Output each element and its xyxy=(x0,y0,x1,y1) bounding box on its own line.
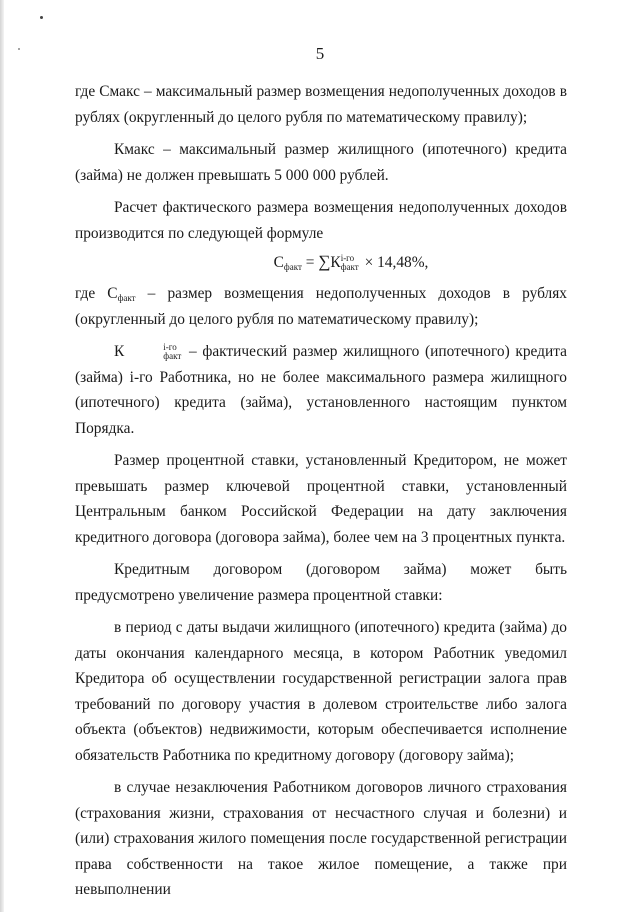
paragraph-period-condition: в период с даты выдачи жилищного (ипотечного) кредита (займа) до даты окончания календарного месяца, в котором Работник уведомил Кредитора об осуществлении государственной регистрации залога прав требований по договору участия в долевом строительстве либо залога объекта (объектов) недвижимости, которым обеспечивается исполнение обязательств Работника по кредитному договору (договору займа); xyxy=(75,619,567,764)
paragraph-kmax-limit: Кмакс – максимальный размер жилищного (ипотечного) кредита (займа) не должен превышать 5 000 000 рублей. xyxy=(75,141,567,184)
formula-k-subscript: факт xyxy=(340,262,359,273)
kfact-text: фактический размер жилищного (ипотечного) кредита (займа) i-го Работника, но не более максимального размера жилищного (ипотечного) кредита (займа), установленного настоящим пунктом Порядка. xyxy=(75,343,567,437)
cfact-subscript: факт xyxy=(117,293,136,303)
kfact-symbol: К xyxy=(114,343,125,360)
formula-rate: × 14,48%, xyxy=(364,254,429,271)
formula-actual-compensation xyxy=(135,248,567,277)
document-body xyxy=(75,79,567,903)
formula-k: К xyxy=(330,254,341,271)
page-number: 5 xyxy=(315,44,325,63)
paragraph-interest-rate: Размер процентной ставки, установленный Кредитором, не может превышать размер ключевой процентной ставки, установленный Центральным банком Российской Федерации на дату заключения кредитного договора (договора займа), более чем на 3 процентных пункта. xyxy=(75,452,567,546)
formula-equals: = xyxy=(305,254,315,271)
where-word: где xyxy=(75,285,96,302)
formula-k-indices xyxy=(341,254,359,272)
kfact-indices xyxy=(124,343,181,361)
paragraph-rate-increase: Кредитным договором (договором займа) может быть предусмотрено увеличение размера процентной ставки: xyxy=(75,561,567,604)
formula-k-superscript: i-го xyxy=(340,253,355,264)
paragraph-insurance-condition: в случае незаключения Работником договоров личного страхования (страхования жизни, страхования от несчастного случая и болезни) и (или) страхования жилого помещения после государственной регистрации права собственности на такое жилое помещение, а также при невыполнении xyxy=(75,779,567,898)
paragraph-cfact-definition xyxy=(75,281,567,332)
dash: – xyxy=(188,343,197,360)
kfact-subscript: факт xyxy=(163,351,182,362)
scan-speck xyxy=(40,16,43,19)
formula-lhs-subscript: факт xyxy=(283,262,302,272)
paragraph-kfact-definition xyxy=(75,339,567,441)
dash: – xyxy=(147,285,156,302)
paragraph-formula-intro: Расчет фактического размера возмещения недополученных доходов производится по следующей формуле xyxy=(75,199,567,242)
cfact-text: размер возмещения недополученных доходов в рублях (округленный до целого рубля по математическому правилу); xyxy=(75,285,567,328)
formula-sum-sign: ∑ xyxy=(318,252,331,271)
kfact-superscript: i-го xyxy=(163,342,177,353)
paragraph-cmax-definition: где Смакс – максимальный размер возмещения недополученных доходов в рублях (округленный до целого рубля по математическому правилу); xyxy=(75,83,567,126)
formula-lhs: С xyxy=(273,254,284,271)
cfact-symbol: С xyxy=(107,285,118,302)
scan-edge-shadow xyxy=(0,0,4,912)
